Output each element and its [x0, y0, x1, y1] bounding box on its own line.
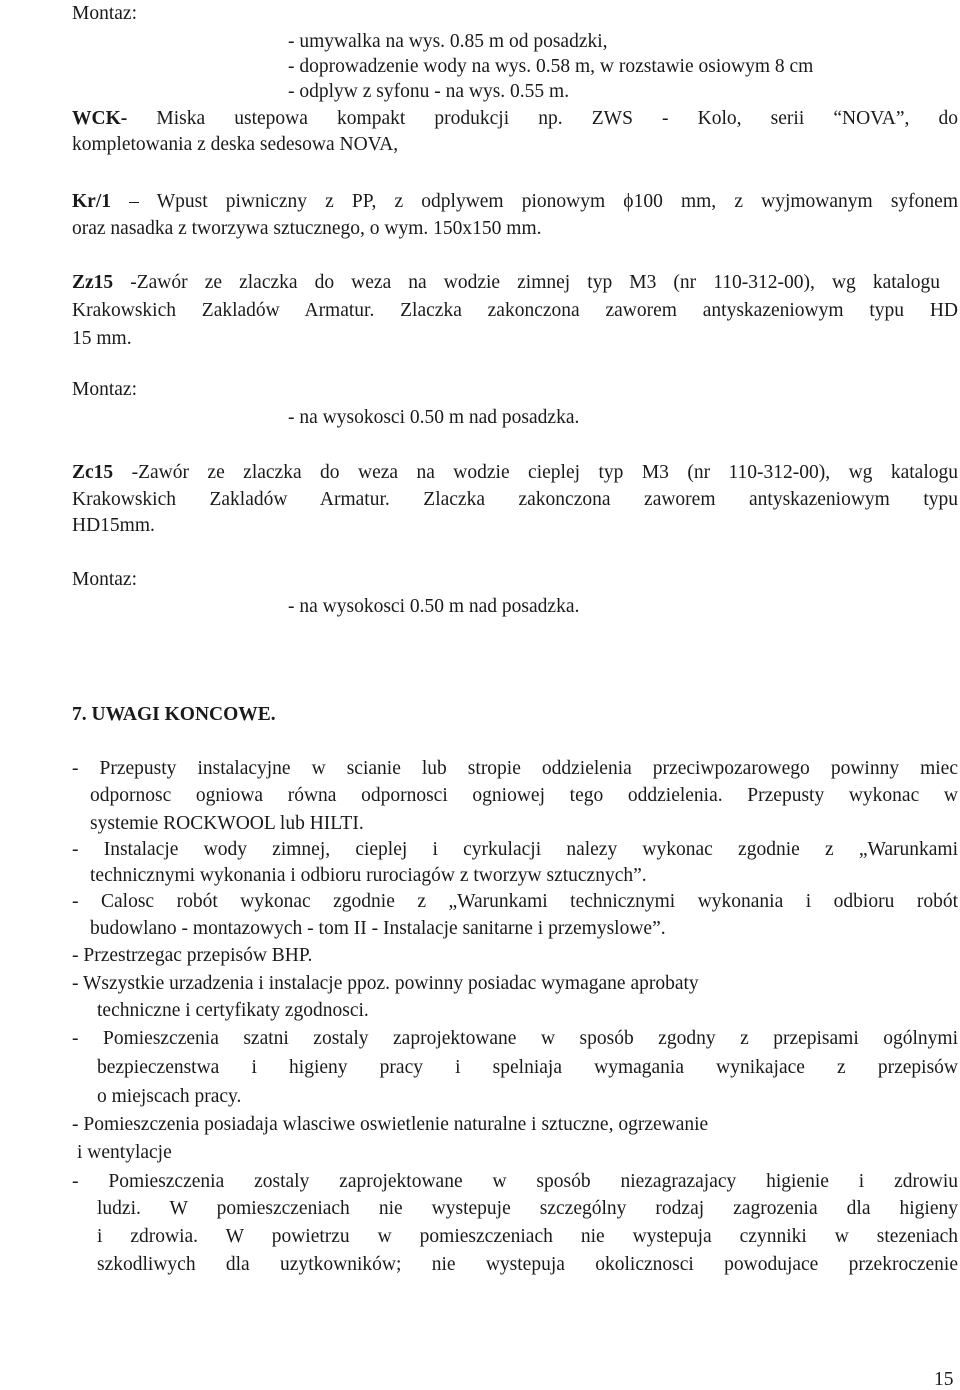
zc15-line-2: Krakowskich Zakladów Armatur. Zlaczka zakonczona zaworem antyskazeniowym typu	[72, 489, 958, 510]
zz15-line-3: 15 mm.	[72, 328, 132, 349]
remark-line: bezpieczenstwa i higieny pracy i spelniaja wymagania wynikajace z przepisów	[97, 1057, 958, 1078]
remark-line: techniczne i certyfikaty zgodnosci.	[97, 1000, 369, 1021]
remark-line: - Calosc robót wykonac zgodnie z „Warunkami technicznymi wykonania i odbioru robót	[72, 891, 958, 912]
wck-line-1: WCK- Miska ustepowa kompakt produkcji np. ZWS - Kolo, serii “NOVA”, do	[72, 108, 959, 129]
remark-line: odpornosc ogniowa równa odpornosci ogniowej tego oddzielenia. Przepusty wykonac w	[90, 785, 958, 806]
zz15-install: - na wysokosci 0.50 m nad posadzka.	[288, 407, 580, 428]
install-item: - doprowadzenie wody na wys. 0.58 m, w rozstawie osiowym 8 cm	[288, 56, 814, 77]
zz15-line-1: Zz15 -Zawór ze zlaczka do weza na wodzie zimnej typ M3 (nr 110-312-00), wg katalogu	[72, 272, 940, 293]
zc15-montaz-label: Montaz:	[72, 569, 137, 590]
remark-line: szkodliwych dla uzytkowników; nie wystepuja okolicznosci powodujace przekroczenie	[97, 1254, 958, 1275]
remark-line: ludzi. W pomieszczeniach nie wystepuje szczególny rodzaj zagrozenia dla higieny	[97, 1198, 958, 1219]
kr1-code: Kr/1	[72, 191, 111, 212]
remark-line: - Przepusty instalacyjne w scianie lub stropie oddzielenia przeciwpozarowego powinny miec	[72, 758, 958, 779]
install-item: - odplyw z syfonu - na wys. 0.55 m.	[288, 81, 570, 102]
montaz-label-top: Montaz:	[72, 3, 137, 24]
kr1-line-1: Kr/1 – Wpust piwniczny z PP, z odplywem pionowym ϕ100 mm, z wyjmowanym syfonem	[72, 191, 958, 212]
section-heading: 7. UWAGI KONCOWE.	[72, 704, 276, 725]
zz15-code: Zz15	[72, 272, 114, 293]
remark-line: i wentylacje	[77, 1142, 172, 1163]
remark-line: - Pomieszczenia zostaly zaprojektowane w sposób niezagrazajacy higienie i zdrowiu	[72, 1171, 958, 1192]
wck-line-2: kompletowania z deska sedesowa NOVA,	[72, 134, 399, 155]
remark-line: budowlano - montazowych - tom II - Instalacje sanitarne i przemyslowe”.	[90, 918, 666, 939]
zz15-montaz-label: Montaz:	[72, 379, 137, 400]
remark-line: systemie ROCKWOOL lub HILTI.	[90, 813, 364, 834]
zc15-code: Zc15	[72, 462, 114, 483]
remark-line: o miejscach pracy.	[97, 1086, 242, 1107]
remark-line: - Instalacje wody zimnej, cieplej i cyrkulacji nalezy wykonac zgodnie z „Warunkami	[72, 839, 958, 860]
remark-line: - Przestrzegac przepisów BHP.	[72, 945, 313, 966]
remark-line: technicznymi wykonania i odbioru rurociagów z tworzyw sztucznych”.	[90, 865, 647, 886]
remark-line: i zdrowia. W powietrzu w pomieszczeniach nie wystepuja czynniki w stezeniach	[97, 1226, 958, 1247]
remark-line: - Wszystkie urzadzenia i instalacje ppoz. powinny posiadac wymagane aprobaty	[72, 973, 699, 994]
zc15-install: - na wysokosci 0.50 m nad posadzka.	[288, 596, 580, 617]
zc15-line-3: HD15mm.	[72, 515, 155, 536]
remark-line: - Pomieszczenia szatni zostaly zaprojektowane w sposób zgodny z przepisami ogólnymi	[72, 1028, 958, 1049]
kr1-line-2: oraz nasadka z tworzywa sztucznego, o wym. 150x150 mm.	[72, 218, 542, 239]
wck-code: WCK-	[72, 108, 128, 129]
install-item: - umywalka na wys. 0.85 m od posadzki,	[288, 31, 608, 52]
page-number: 15	[934, 1369, 954, 1390]
remark-line: - Pomieszczenia posiadaja wlasciwe oswietlenie naturalne i sztuczne, ogrzewanie	[72, 1114, 709, 1135]
zz15-line-2: Krakowskich Zakladów Armatur. Zlaczka zakonczona zaworem antyskazeniowym typu HD	[72, 300, 958, 321]
zc15-line-1: Zc15 -Zawór ze zlaczka do weza na wodzie cieplej typ M3 (nr 110-312-00), wg katalogu	[72, 462, 958, 483]
